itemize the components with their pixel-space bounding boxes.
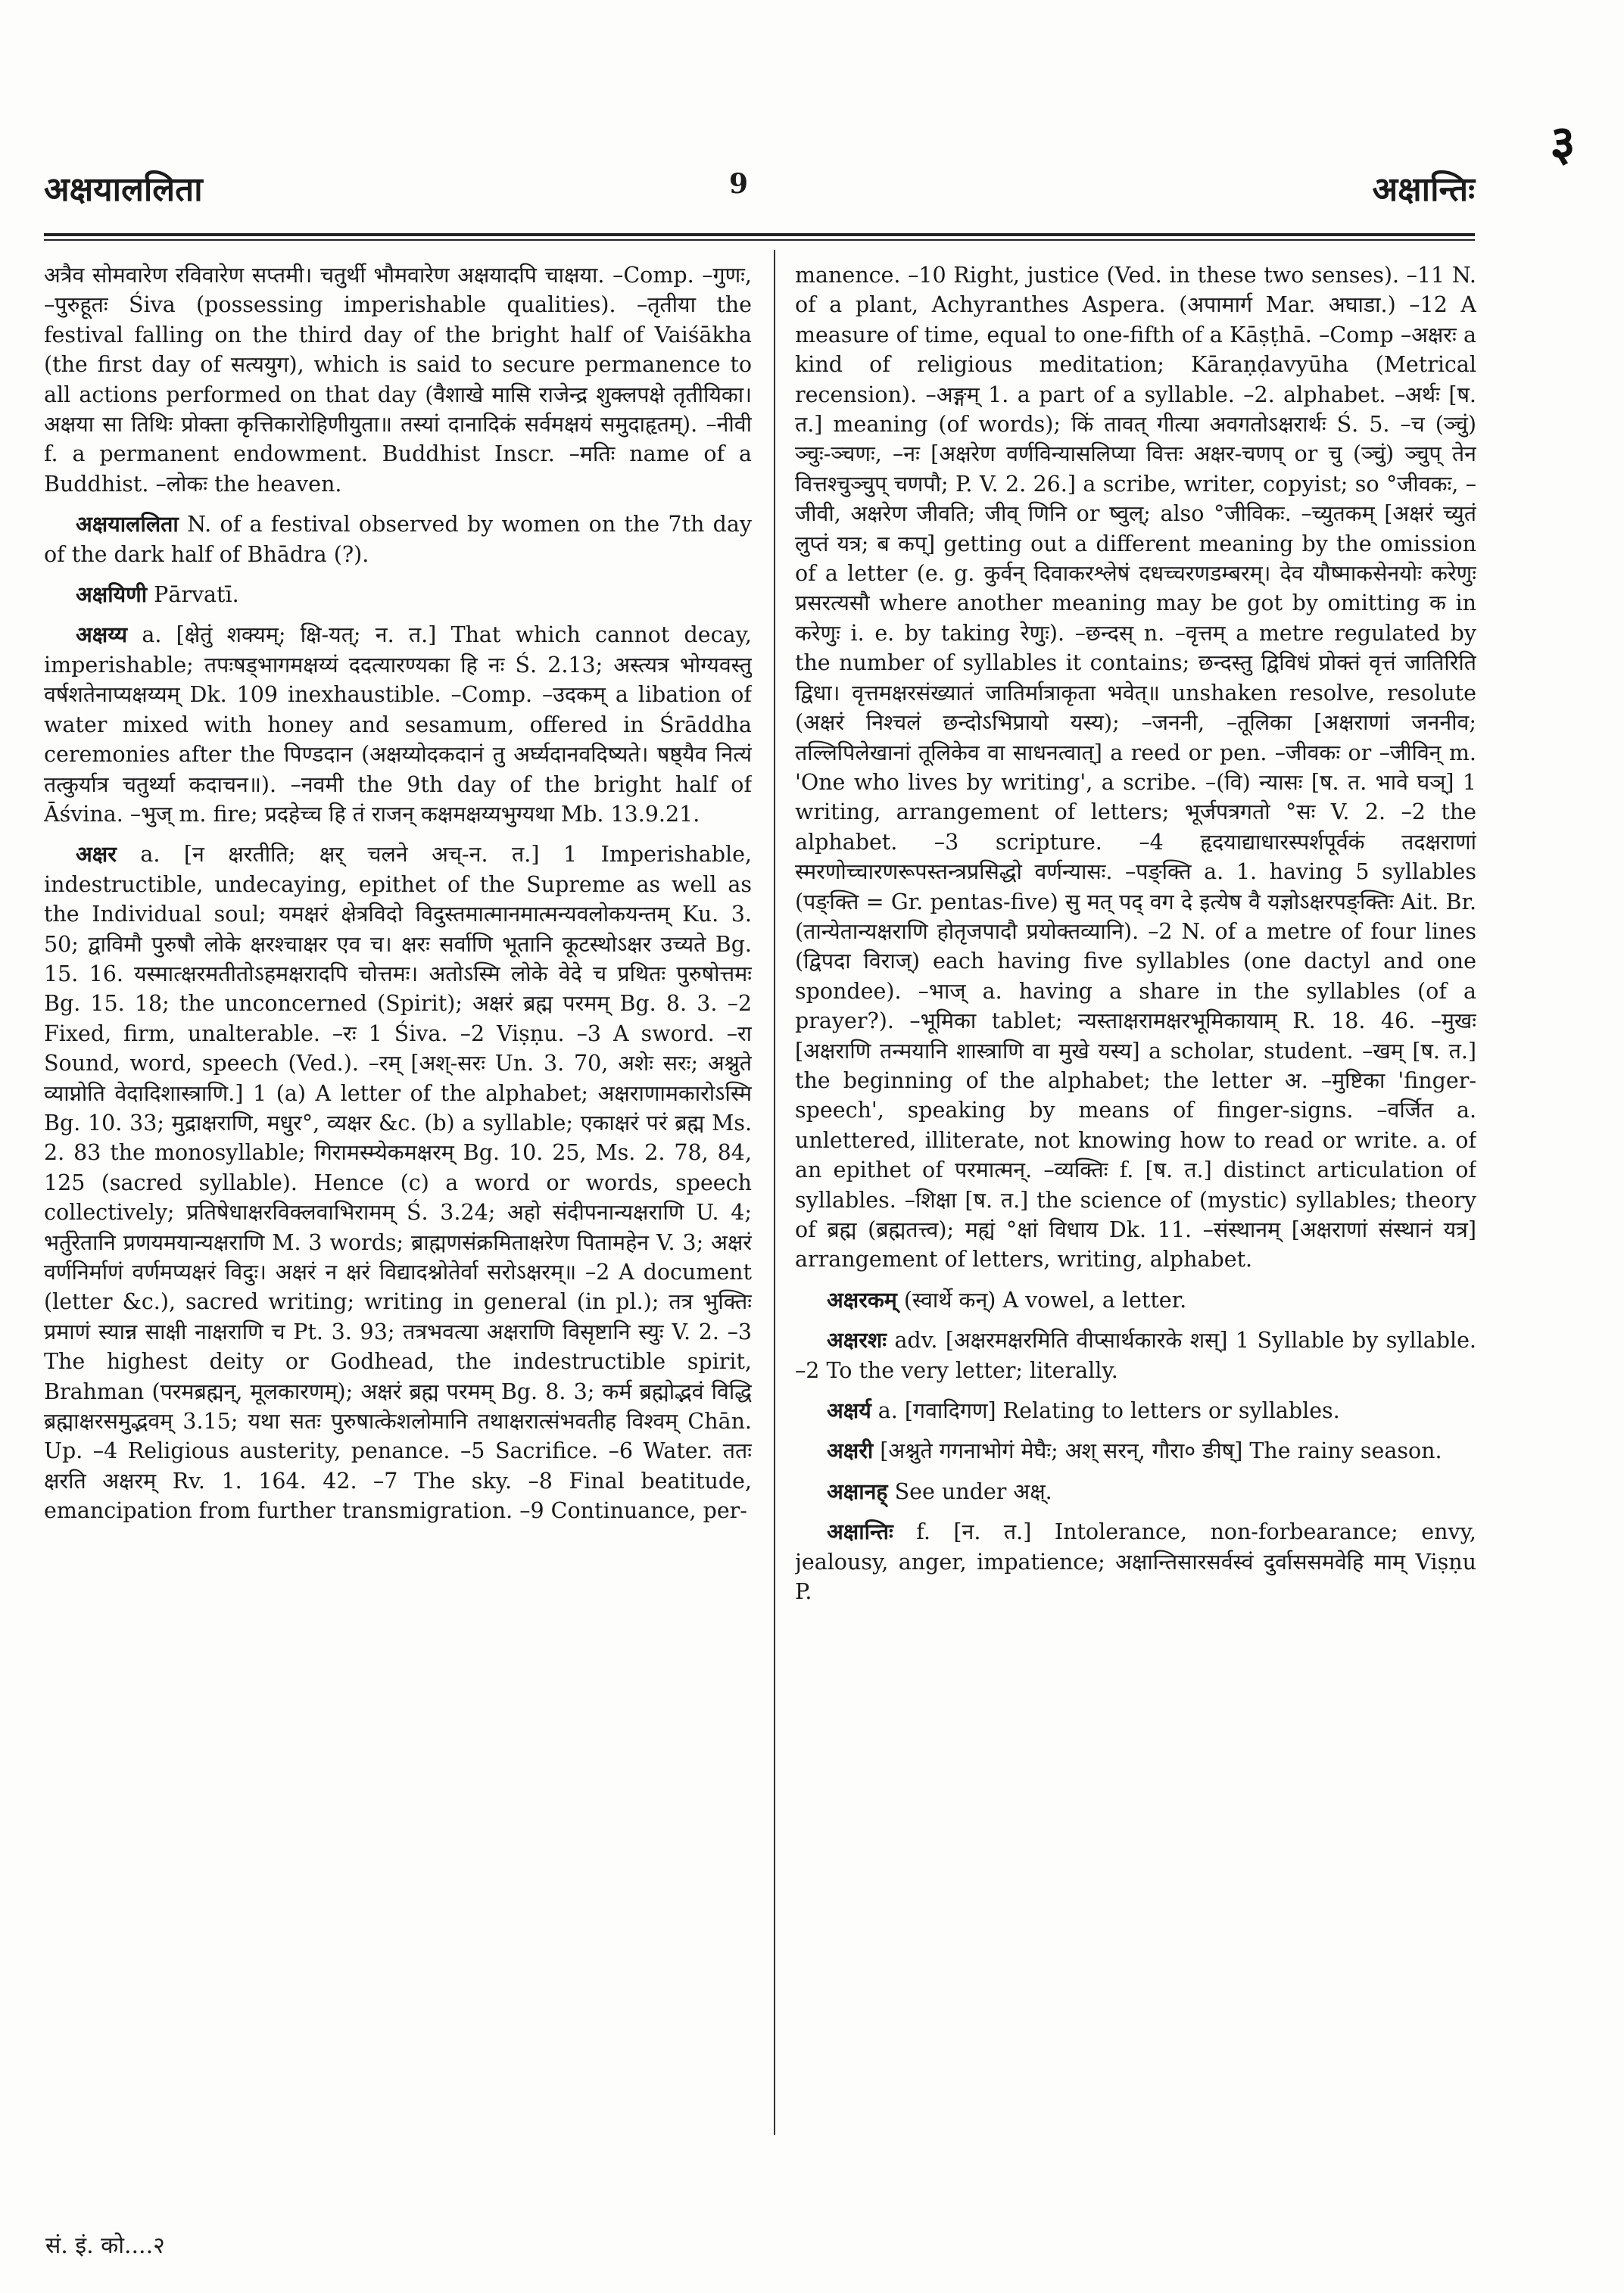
entry-continuation [795, 260, 1476, 1275]
entry-text: a. [न क्षरतीति; क्षर् चलने अच्-न. त.] 1 Imperishable, indestructible, undecaying, epithet of the Supreme as well as the Individual soul; यमक्षरं क्षेत्रविदो विदुस्तमात्मानमात्मन्यवलोकयन्तम् Ku. 3. 50; द्वाविमौ पुरुषौ लोके क्षरश्चाक्षर एव च। क्षरः सर्वाणि भूतानि कूटस्थोऽक्षर उच्यते Bg. 15. 16. यस्मात्क्षरमतीतोऽहमक्षरादपि चोत्तमः। अतोऽस्मि लोके वेदे च प्रथितः पुरुषोत्तमः Bg. 15. 18; the unconcerned (Spirit); अक्षरं ब्रह्म परमम् Bg. 8. 3. –2 Fixed, firm, unalterable. –रः 1 Śiva. –2 Viṣṇu. –3 A sword. –रा Sound, word, speech (Ved.). –रम् [अश्-सरः Un. 3. 70, अशेः सरः; अश्नुते व्याप्नोति वेदादिशास्त्राणि.] 1 (a) A letter of the alphabet; अक्षराणामकारोऽस्मि Bg. 10. 33; मुद्राक्षराणि, मधुर°, व्यक्षर &c. (b) a syllable; एकाक्षरं परं ब्रह्म Ms. 2. 83 the monosyllable; गिरामस्म्येकमक्षरम् Bg. 10. 25, Ms. 2. 78, 84, 125 (sacred syllable). Hence (c) a word or words, speech collectively; प्रतिषेधाक्षरविक्लवाभिरामम् Ś. 3.24; अहो संदीपनान्यक्षराणि U. 4; भर्तुरेतानि प्रणयमयान्यक्षराणि M. 3 words; ब्राह्मणसंक्रमिताक्षरेण पितामहेन V. 3; अक्षरं वर्णनिर्माणं वर्णमप्यक्षरं विदुः। अक्षरं न क्षरं विद्यादश्नोतेर्वा सरोऽक्षरम्॥ –2 A document (letter &c.), sacred writing; writing in general (in pl.); तत्र भुक्तिः प्रमाणं स्यान्न साक्षी नाक्षराणि च Pt. 3. 93; तत्रभवत्या अक्षराणि विसृष्टानि स्युः V. 2. –3 The highest deity or Godhead, the indestructible spirit, Brahman (परमब्रह्मन्, मूलकारणम्); अक्षरं ब्रह्म परमम् Bg. 8. 3; कर्म ब्रह्मोद्भवं विद्धि ब्रह्माक्षरसमुद्भवम् 3.15; यथा सतः पुरुषात्केशलोमानि तथाक्षरात्संभवतीह विश्वम् Chān. Up. –4 Religious austerity, penance. –5 Sacrifice. –6 Water. ततः क्षरति अक्षरम् Rv. 1. 164. 42. –7 The sky. –8 Final beatitude, emancipation from further transmigration. –9 Continuance, per- [44, 842, 752, 1524]
page-marker: ३ [1550, 115, 1576, 172]
header-right-guideword: अक्षान्तिः [1372, 170, 1475, 209]
entry-headword: अक्षरशः [827, 1327, 887, 1354]
dictionary-entry [795, 1517, 1476, 1606]
entry-headword: अक्षर [76, 841, 117, 868]
entry-headword: अक्षय्य [76, 622, 128, 648]
dictionary-entry [44, 620, 752, 829]
entry-text: Pārvatī. [147, 582, 239, 608]
entry-text: See under अक्ष्. [887, 1478, 1052, 1504]
entry-text: अत्रैव सोमवारेण रविवारेण सप्तमी। चतुर्थी भौमवारेण अक्षयादपि चाक्षया. –Comp. –गुणः, –पुरुहूतः Śiva (possessing imperishable qualities). –तृतीया the festival falling on the third day of the bright half of Vaiśākha (the first day of सत्ययुग), which is said to secure permanence to all actions performed on that day (वैशाखे मासि राजेन्द्र शुक्लपक्षे तृतीयिका। अक्षया सा तिथिः प्रोक्ता कृत्तिकारोहिणीयुता॥ तस्यां दानादिकं सर्वमक्षयं समुदाहृतम्). –नीवी f. a permanent endowment. Buddhist Inscr. –मतिः name of a Buddhist. –लोकः the heaven. [44, 263, 752, 497]
footer-signature: सं. इं. को....२ [45, 2232, 165, 2259]
entry-text: (स्वार्थे कन्) A vowel, a letter. [896, 1287, 1187, 1313]
header-rule [44, 233, 1475, 236]
entry-text: a. [गवादिगण] Relating to letters or syllables. [871, 1398, 1340, 1424]
entry-headword: अक्षरकम् [827, 1286, 897, 1313]
entry-headword: अक्षयिणी [76, 581, 148, 608]
dictionary-entry [795, 1326, 1476, 1385]
dictionary-entry [44, 840, 752, 1525]
page-number: 9 [729, 168, 749, 200]
header-left-guideword: अक्षयाललिता [44, 170, 203, 209]
dictionary-entry [44, 509, 752, 569]
entry-headword: अक्षानह् [827, 1478, 888, 1504]
entry-headword: अक्षान्तिः [827, 1519, 893, 1545]
entry-text: N. of a festival observed by women on the 7th day of the dark half of Bhādra (?). [44, 512, 752, 567]
header-rule-thin [44, 239, 1475, 241]
entry-text: [अश्नुते गगनाभोगं मेघैः; अश् सरन्, गौरा० ङीष्] The rainy season. [873, 1438, 1442, 1464]
entry-headword: अक्षर्य [827, 1397, 871, 1424]
entry-text: a. [क्षेतुं शक्यम्; क्षि-यत्; न. त.] That which cannot decay, imperishable; तपःषड्भागमक्षय्यं ददत्यारण्यका हि नः Ś. 2.13; अस्त्यत्र भोग्यवस्तु वर्षशतेनाप्यक्षय्यम् Dk. 109 inexhaustible. –Comp. –उदकम् a libation of water mixed with honey and sesamum, offered in Śrāddha ceremonies after the पिण्डदान (अक्षय्योदकदानं तु अर्घ्यदानवदिष्यते। षष्ठ्यैव नित्यं तत्कुर्यात्र चतुर्थ्या कदाचन॥). –नवमी the 9th day of the bright half of Āśvina. –भुज् m. fire; प्रदहेच्च हि तं राजन् कक्षमक्षय्यभुग्यथा Mb. 13.9.21. [44, 622, 752, 827]
right-column [795, 260, 1476, 2138]
dictionary-entry [44, 580, 752, 609]
entry-continuation [44, 260, 752, 499]
left-column [44, 260, 752, 2138]
entry-text: f. [न. त.] Intolerance, non-forbearance; envy, jealousy, anger, impatience; अक्षान्तिसारसर्वस्वं दुर्वाससमवेहि माम् Viṣṇu P. [795, 1519, 1476, 1605]
dictionary-entry [795, 1436, 1476, 1466]
running-header [44, 165, 1475, 226]
entry-headword: अक्षयाललिता [76, 511, 179, 537]
entry-text: adv. [अक्षरमक्षरमिति वीप्सार्थकारके शस्] 1 Syllable by syllable. –2 To the very letter; literally. [795, 1328, 1476, 1383]
dictionary-entry [795, 1285, 1476, 1315]
column-divider [774, 250, 775, 2135]
entry-text: manence. –10 Right, justice (Ved. in these two senses). –11 N. of a plant, Achyranthes Aspera. (अपामार्ग Mar. अघाडा.) –12 A measure of time, equal to one-fifth of a Kāṣṭhā. –Comp –अक्षरः a kind of religious meditation; Kāraṇḍavyūha (Metrical recension). –अङ्गम् 1. a part of a syllable. –2. alphabet. –अर्थः [ष. त.] meaning (of words); किं तावत् गीत्या अवगतोऽक्षरार्थः Ś. 5. –च (ञ्चुं) ञ्चुः-ञ्चणः, –नः [अक्षरेण वर्णविन्यासलिप्या वित्तः अक्षर-चणप् or चु (ञ्चुं) ञ्चुप् तेन वित्तश्चुञ्चुप् चणपौ; P. V. 2. 26.] a scribe, writer, copyist; so °जीवकः, –जीवी, अक्षरेण जीवति; जीव् णिनि or ष्वुल्; also °जीविकः. –च्युतकम् [अक्षरं च्युतं लुप्तं यत्र; ब कप्] getting out a different meaning by the omission of a letter (e. g. कुर्वन् दिवाकरश्लेषं दधच्चरणडम्बरम्। देव यौष्माकसेनयोः करेणुः प्रसरत्यसौ where another meaning may be got by omitting क in करेणुः i. e. by taking रेणुः). –छन्दस् n. –वृत्तम् a metre regulated by the number of syllables it contains; छन्दस्तु द्विविधं प्रोक्तं वृत्तं जातिरिति द्विधा। वृत्तमक्षरसंख्यातं जातिर्मात्राकृता भवेत्॥ unshaken resolve, resolute (अक्षरं निश्चलं छन्दोऽभिप्रायो यस्य); –जननी, –तूलिका [अक्षराणां जननीव; तल्लिपिलेखानां तूलिकेव वा साधनत्वात्] a reed or pen. –जीवकः or –जीविन् m. 'One who lives by writing', a scribe. –(वि) न्यासः [ष. त. भावे घञ्] 1 writing, arrangement of letters; भूर्जपत्रगतो °सः V. 2. –2 the alphabet. –3 scripture. –4 हृदयाद्याधारस्पर्शपूर्वकं तदक्षराणां स्मरणोच्चारणरूपस्तन्त्रप्रसिद्धो वर्णन्यासः. –पङ्क्ति a. 1. having 5 syllables (पङ्क्ति = Gr. pentas-five) सु मत् पद् वग दे इत्येष वै यज्ञोऽक्षरपङ्क्तिः Ait. Br. (तान्येतान्यक्षराणि होतृजपादौ प्रयोक्तव्यानि). –2 N. of a metre of four lines (द्विपदा विराज्) each having five syllables (one dactyl and one spondee). –भाज् a. having a share in the syllables (of a prayer?). –भूमिका tablet; न्यस्ताक्षरामक्षरभूमिकायाम् R. 18. 46. –मुखः [अक्षराणि तन्मयानि शास्त्राणि वा मुखे यस्य] a scholar, student. –खम् [ष. त.] the beginning of the alphabet; the letter अ. –मुष्टिका 'finger-speech', speaking by means of finger-signs. –वर्जित a. unlettered, illiterate, not knowing how to read or write. a. of an epithet of परमात्मन्. –व्यक्तिः f. [ष. त.] distinct articulation of syllables. –शिक्षा [ष. त.] the science of (mystic) syllables; theory of ब्रह्म (ब्रह्मतत्त्व); मह्यं °क्षां विधाय Dk. 11. –संस्थानम् [अक्षराणां संस्थानं यत्र] arrangement of letters, writing, alphabet. [795, 263, 1476, 1273]
entry-headword: अक्षरी [827, 1438, 874, 1464]
dictionary-entry [795, 1477, 1476, 1506]
dictionary-entry [795, 1396, 1476, 1425]
